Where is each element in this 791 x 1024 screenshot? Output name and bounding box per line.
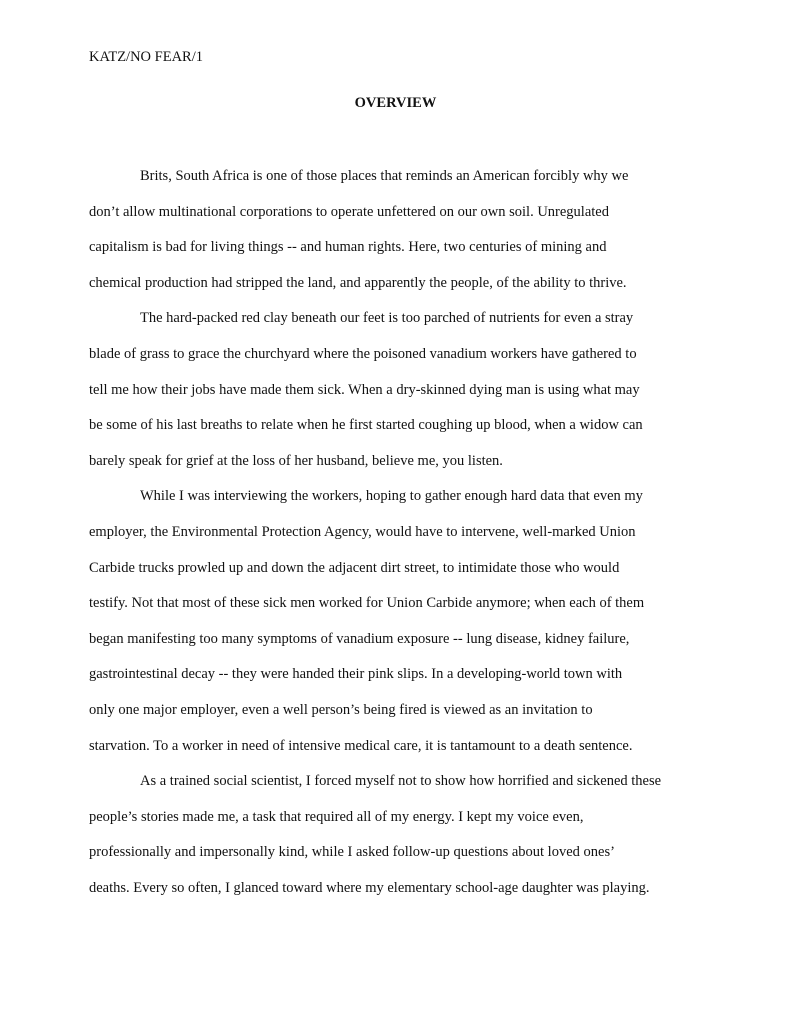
paragraph-line: be some of his last breaths to relate when he first started coughing up blood, when a widow can — [89, 417, 643, 434]
paragraph-line: As a trained social scientist, I forced myself not to show how horrified and sickened these — [140, 773, 662, 790]
paragraph-line: people’s stories made me, a task that required all of my energy. I kept my voice even, — [89, 808, 584, 825]
paragraph-line: testify. Not that most of these sick men worked for Union Carbide anymore; when each of them — [89, 595, 645, 612]
paragraph-line: gastrointestinal decay -- they were handed their pink slips. In a developing-world town with — [89, 666, 623, 683]
running-head: KATZ/NO FEAR/1 — [89, 49, 203, 65]
paragraph-line: The hard-packed red clay beneath our feet is too parched of nutrients for even a stray — [140, 310, 634, 327]
paragraph-line: began manifesting too many symptoms of vanadium exposure -- lung disease, kidney failure, — [89, 630, 630, 647]
paragraph-line: don’t allow multinational corporations to operate unfettered on our own soil. Unregulated — [89, 203, 609, 220]
paragraph-line: capitalism is bad for living things -- and human rights. Here, two centuries of mining and — [89, 239, 607, 256]
paragraph-line: Carbide trucks prowled up and down the adjacent dirt street, to intimidate those who would — [89, 559, 620, 576]
paragraph-line: deaths. Every so often, I glanced toward where my elementary school-age daughter was playing. — [89, 879, 650, 896]
paragraph-line: While I was interviewing the workers, hoping to gather enough hard data that even my — [140, 488, 643, 505]
paragraph-line: professionally and impersonally kind, while I asked follow-up questions about loved ones’ — [89, 844, 615, 861]
paragraph-line: blade of grass to grace the churchyard where the poisoned vanadium workers have gathered to — [89, 345, 637, 362]
paragraph-line: tell me how their jobs have made them sick. When a dry-skinned dying man is using what may — [89, 381, 640, 398]
paragraph-line: only one major employer, even a well person’s being fired is viewed as an invitation to — [89, 701, 593, 718]
paragraph-line: employer, the Environmental Protection Agency, would have to intervene, well-marked Union — [89, 523, 636, 540]
paragraph-line: barely speak for grief at the loss of her husband, believe me, you listen. — [89, 452, 503, 469]
paragraph-line: chemical production had stripped the land, and apparently the people, of the ability to thrive. — [89, 274, 627, 291]
paragraph-3 — [89, 479, 699, 764]
paragraph-2 — [89, 301, 699, 479]
paragraph-4 — [89, 764, 699, 906]
paragraph-line: starvation. To a worker in need of intensive medical care, it is tantamount to a death sentence. — [89, 737, 633, 754]
body-text — [89, 159, 699, 906]
paragraph-line: Brits, South Africa is one of those places that reminds an American forcibly why we — [140, 168, 629, 184]
paragraph-1 — [89, 159, 699, 301]
page-title: OVERVIEW — [354, 95, 437, 111]
